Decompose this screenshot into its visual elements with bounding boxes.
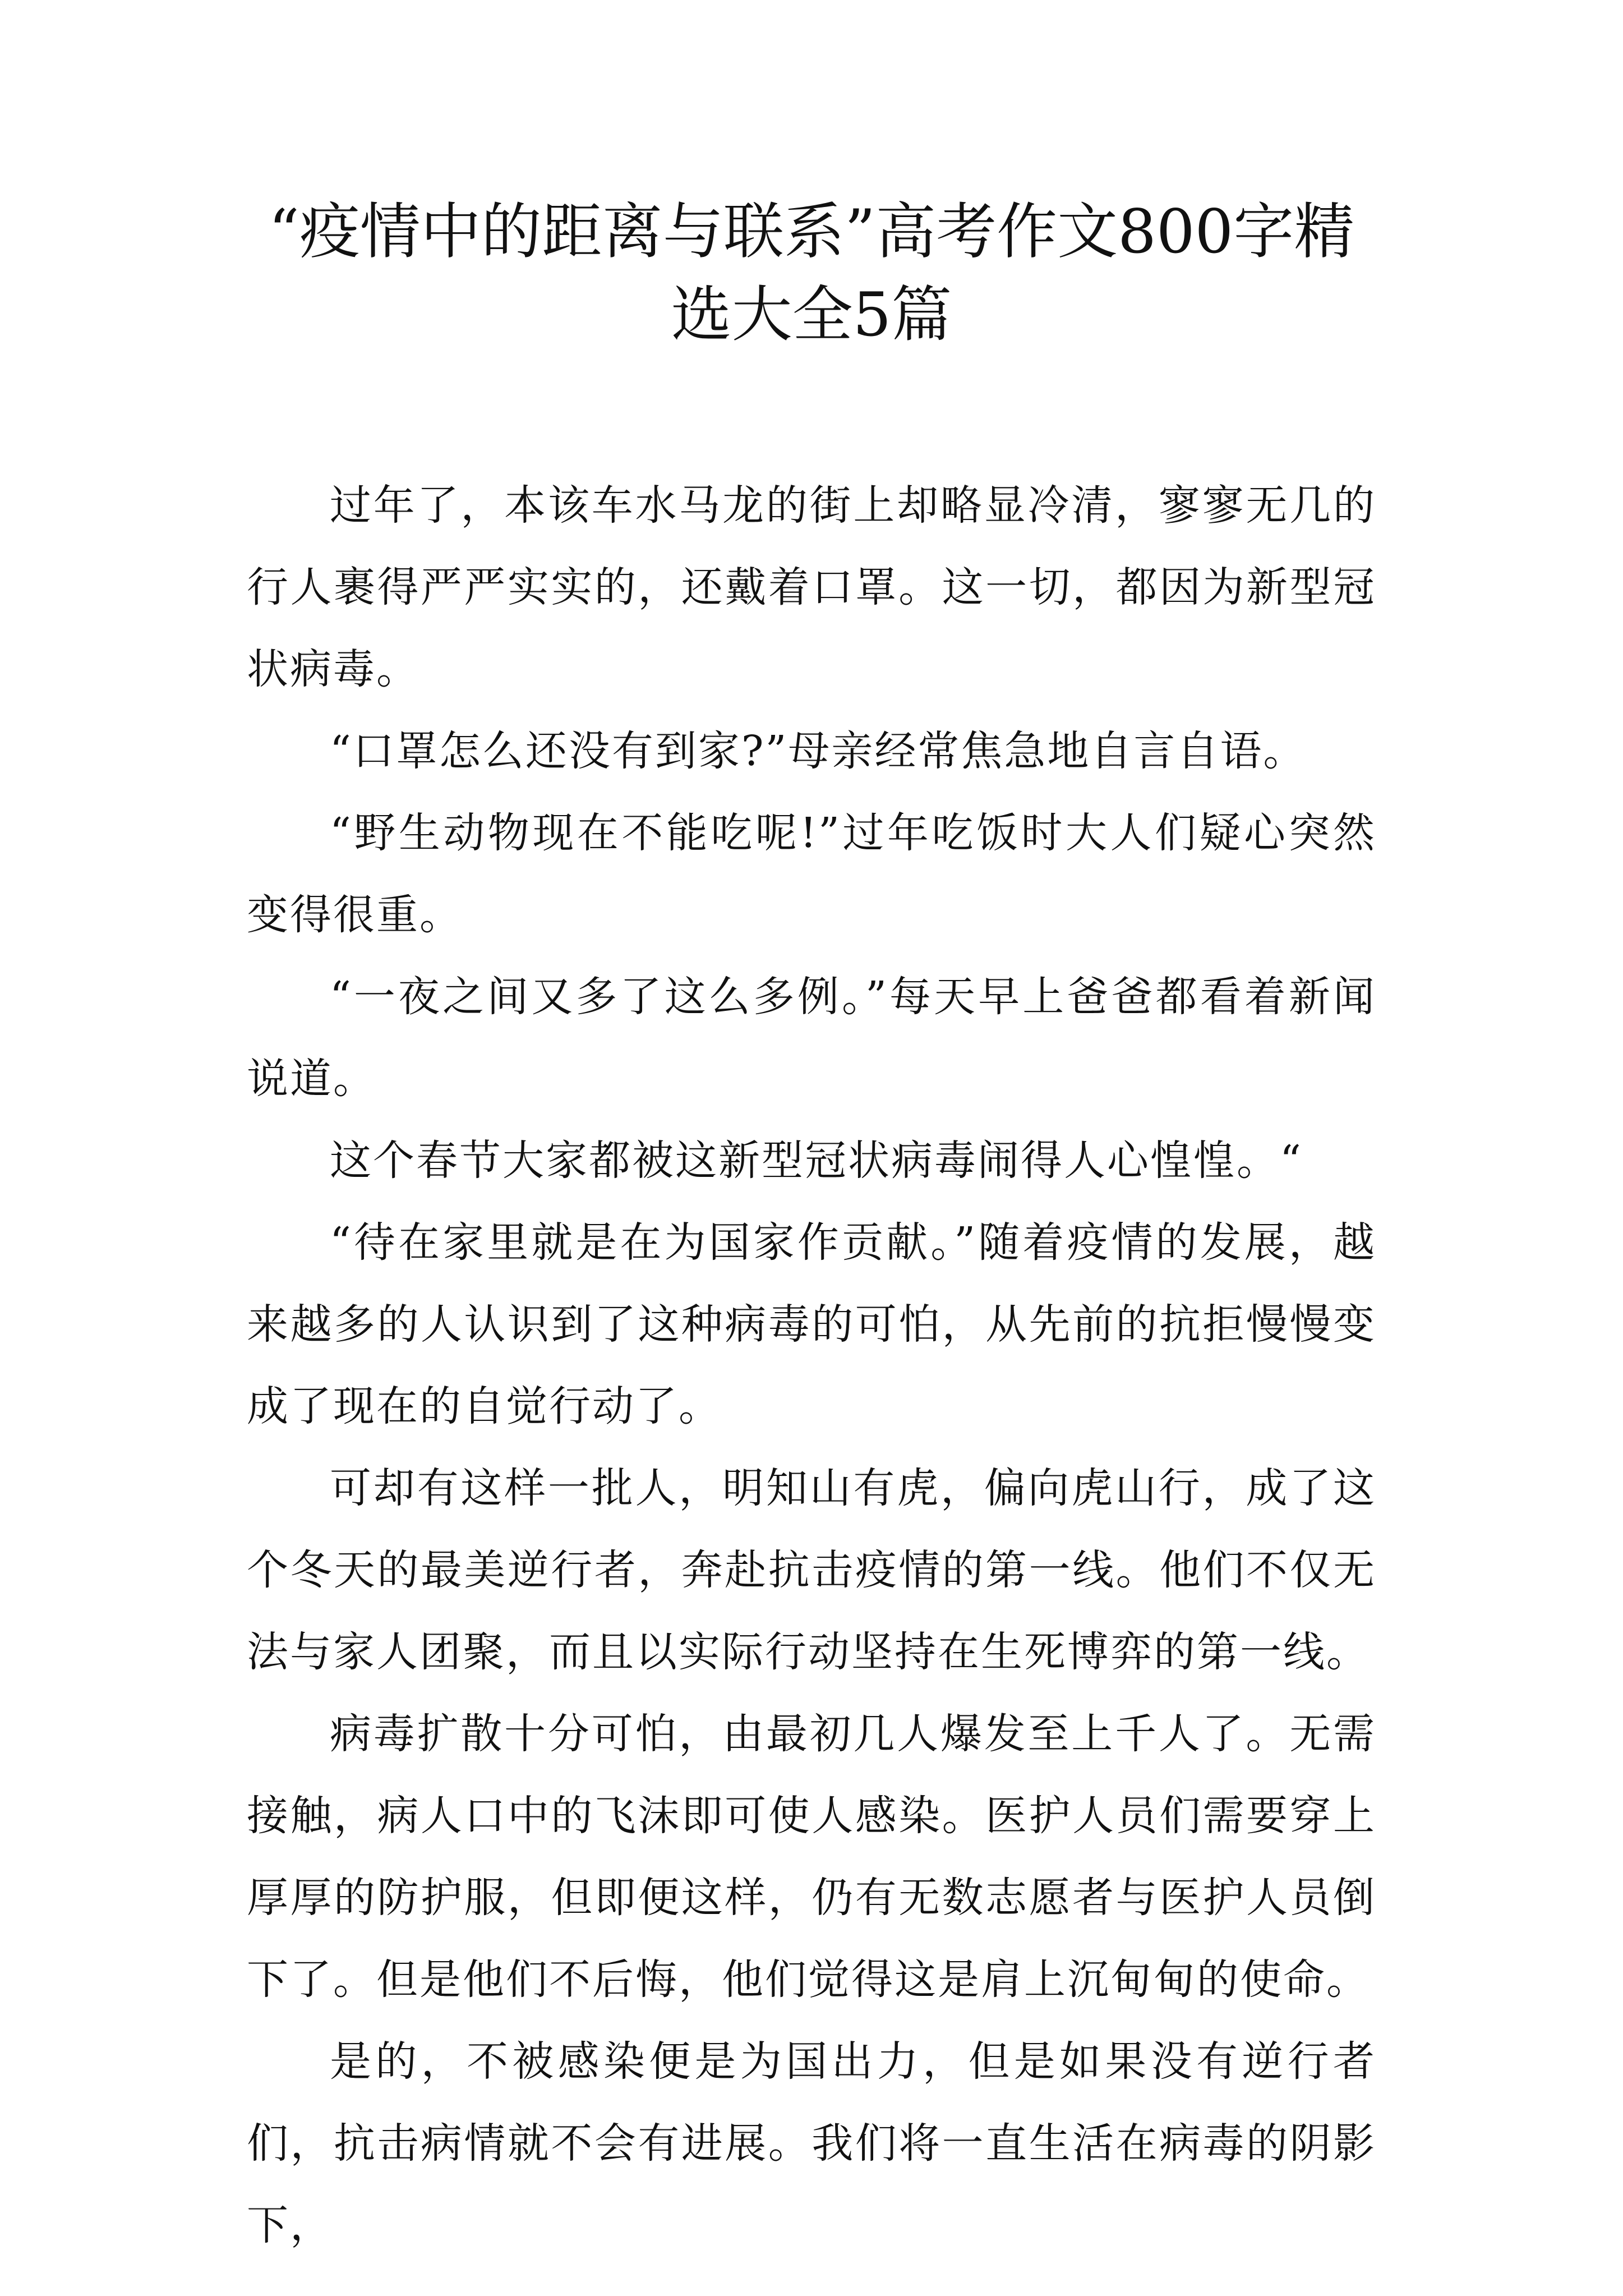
paragraph-6: “待在家里就是在为国家作贡献。”随着疫情的发展，越来越多的人认识到了这种病毒的可怕，从先前的抗拒慢慢变成了现在的自觉行动了。 xyxy=(247,1218,1376,1430)
document-body xyxy=(247,464,1376,2266)
paragraph-2: “口罩怎么还没有到家?”母亲经常焦急地自言自语。 xyxy=(330,727,1307,775)
paragraph-5: 这个春节大家都被这新型冠状病毒闹得人心惶惶。“ xyxy=(330,1137,1303,1185)
document-title: “疫情中的距离与联系”高考作文800字精选大全5篇 xyxy=(268,197,1355,350)
paragraph-7: 可却有这样一批人，明知山有虎，偏向虎山行，成了这个冬天的最美逆行者，奔赴抗击疫情的第一线。他们不仅无法与家人团聚，而且以实际行动坚持在生死博弈的第一线。 xyxy=(247,1464,1376,1676)
paragraph-9: 是的，不被感染便是为国出力，但是如果没有逆行者们，抗击病情就不会有进展。我们将一直生活在病毒的阴影下， xyxy=(247,2037,1376,2249)
paragraph-8: 病毒扩散十分可怕，由最初几人爆发至上千人了。无需接触，病人口中的飞沫即可使人感染。医护人员们需要穿上厚厚的防护服，但即便这样，仍有无数志愿者与医护人员倒下了。但是他们不后悔，他们觉得这是肩上沉甸甸的使命。 xyxy=(247,1710,1376,2004)
paragraph-4: “一夜之间又多了这么多例。”每天早上爸爸都看着新闻说道。 xyxy=(247,973,1376,1103)
paragraph-3: “野生动物现在不能吃呢!”过年吃饭时大人们疑心突然变得很重。 xyxy=(247,809,1376,939)
paragraph-1: 过年了，本该车水马龙的街上却略显冷清，寥寥无几的行人裹得严严实实的，还戴着口罩。这一切，都因为新型冠状病毒。 xyxy=(247,481,1376,693)
